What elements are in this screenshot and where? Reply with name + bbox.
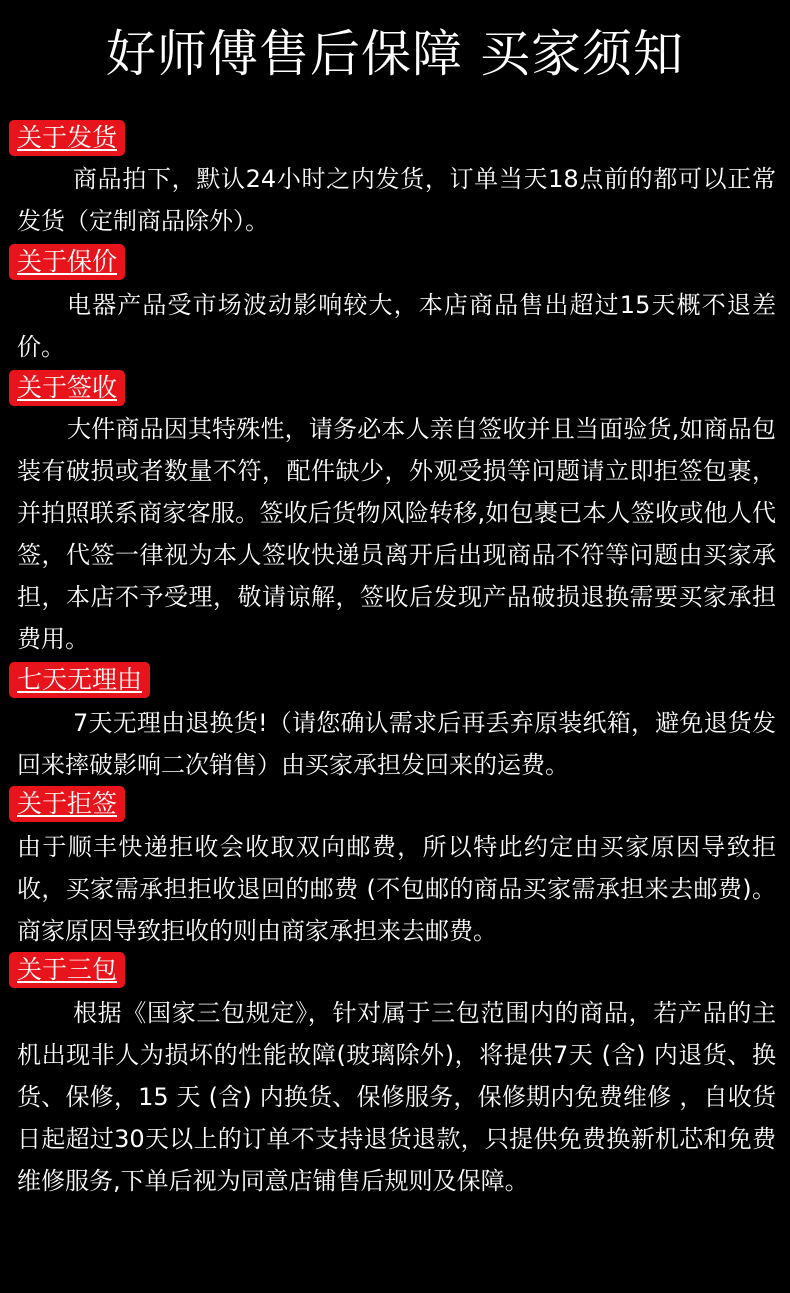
section-seven-day-return	[0, 662, 790, 786]
section-shipping	[0, 120, 790, 242]
section-heading: 七天无理由	[17, 665, 143, 694]
section-body: 7天无理由退换货!（请您确认需求后再丢弃原装纸箱，避免退货发回来摔破影响二次销售）由买家承担发回来的运费。	[17, 709, 776, 779]
section-body: 根据《国家三包规定》，针对属于三包范围内的商品，若产品的主机出现非人为损坏的性能故障(玻璃除外)，将提供7天 (含) 内退货、换货、保修，15 天 (含) 内换货、保修服务，保修期内免费维修 ，自收货日起超过30天以上的订单不支持退货退款，只提供免费换新机芯和免费维修服务,下单后视为同意店铺售后规则及保障。	[17, 999, 776, 1195]
section-body: 商品拍下，默认24小时之内发货，订单当天18点前的都可以正常发货（定制商品除外）。	[17, 165, 776, 235]
section-heading-badge	[9, 952, 125, 988]
section-body: 大件商品因其特殊性，请务必本人亲自签收并且当面验货,如商品包装有破损或者数量不符，配件缺少，外观受损等问题请立即拒签包裹，并拍照联系商家客服。签收后货物风险转移,如包裹已本人签收或他人代签，代签一律视为本人签收快递员离开后出现商品不符等问题由买家承担，本店不予受理，敬请谅解，签收后发现产品破损退换需要买家承担费用。	[17, 415, 776, 653]
section-heading: 关于保价	[17, 247, 118, 276]
section-heading: 关于发货	[17, 123, 118, 152]
section-body: 电器产品受市场波动影响较大，本店商品售出超过15天概不退差价。	[17, 291, 776, 361]
section-heading-badge	[9, 244, 125, 280]
section-body: 由于顺丰快递拒收会收取双向邮费，所以特此约定由买家原因导致拒收，买家需承担拒收退回的邮费 (不包邮的商品买家需承担来去邮费)。商家原因导致拒收的则由商家承担来去邮费。	[17, 833, 776, 945]
section-heading: 关于签收	[17, 373, 118, 402]
section-heading: 关于三包	[17, 955, 118, 984]
section-refuse-delivery	[0, 786, 790, 952]
section-heading-badge	[9, 662, 150, 698]
section-heading-badge	[9, 370, 125, 406]
section-heading-badge	[9, 120, 125, 156]
section-heading: 关于拒签	[17, 789, 118, 818]
section-three-guarantees	[0, 952, 790, 1202]
page-title: 好师傅售后保障 买家须知	[106, 25, 684, 83]
section-heading-badge	[9, 786, 125, 822]
section-sign-for-delivery	[0, 370, 790, 660]
section-price-protection	[0, 244, 790, 368]
